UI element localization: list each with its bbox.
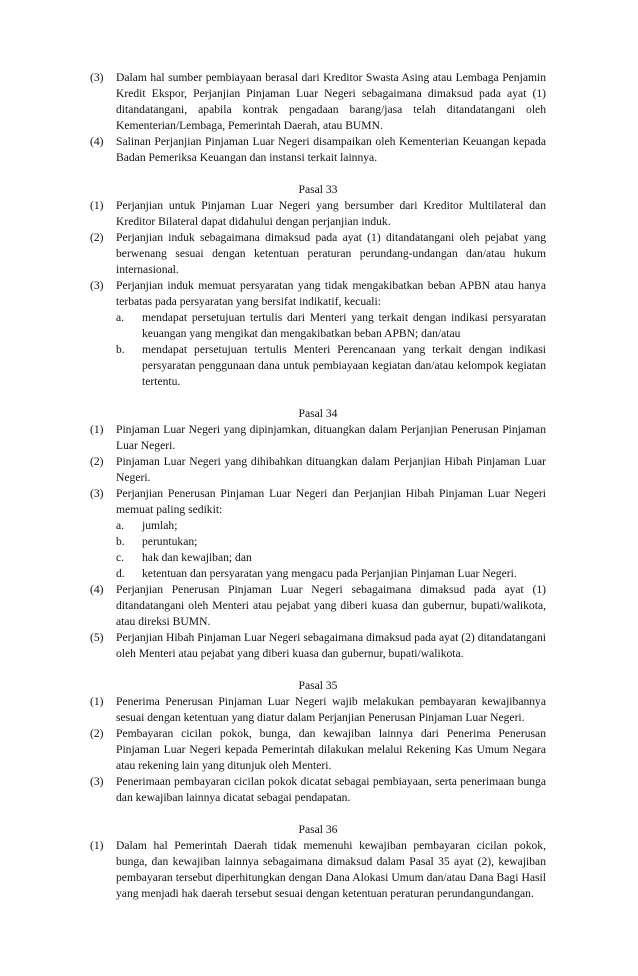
clause-number: (1) <box>90 199 104 212</box>
subclause-text: mendapat persetujuan tertulis Menteri Perencanaan yang terkait dengan indikasi persyaratan penggunaan dana untuk pembiayaan kegiatan dan/atau kelompok kegiatan tertentu. <box>142 343 546 388</box>
clause-number: (1) <box>90 695 104 708</box>
clause-number: (3) <box>90 487 104 500</box>
pasal-34-clause-4 <box>90 582 546 630</box>
clause-text: Pinjaman Luar Negeri yang dihibahkan dituangkan dalam Perjanjian Hibah Pinjaman Luar Negeri. <box>116 455 546 484</box>
subclause-b <box>116 342 546 390</box>
subclause-text: jumlah; <box>142 519 178 532</box>
subclause-letter: b. <box>116 343 125 356</box>
clause-text: Perjanjian Penerusan Pinjaman Luar Negeri dan Perjanjian Hibah Pinjaman Luar Negeri memuat paling sedikit: <box>116 487 546 516</box>
subclause-b <box>116 534 546 550</box>
pasal-34-clause-5 <box>90 630 546 662</box>
clause-number: (2) <box>90 231 104 244</box>
pasal-35-clause-2 <box>90 726 546 774</box>
clause-number: (5) <box>90 631 104 644</box>
clause-number: (2) <box>90 727 104 740</box>
pasal-34-clause-1 <box>90 422 546 454</box>
clause-text: Perjanjian untuk Pinjaman Luar Negeri yang bersumber dari Kreditor Multilateral dan Kreditor Bilateral dapat didahului dengan perjanjian induk. <box>116 199 546 228</box>
clause-text: Perjanjian induk memuat persyaratan yang tidak mengakibatkan beban APBN atau hanya terbatas pada persyaratan yang bersifat indikatif, kecuali: <box>116 279 546 308</box>
clause-text: Penerima Penerusan Pinjaman Luar Negeri wajib melakukan pembayaran kewajibannya sesuai dengan ketentuan yang diatur dalam Perjanjian Penerusan Pinjaman Luar Negeri. <box>116 695 546 724</box>
clause-3-continued <box>90 70 546 134</box>
subclause-a <box>116 518 546 534</box>
clause-text: Dalam hal sumber pembiayaan berasal dari Kreditor Swasta Asing atau Lembaga Penjamin Kredit Ekspor, Perjanjian Pinjaman Luar Negeri sebagaimana dimaksud pada ayat (1) ditandatangani, apabila kontrak pengadaan barang/jasa telah ditandatangani oleh Kementerian/Lembaga, Pemerintah Daerah, atau BUMN. <box>116 71 546 132</box>
pasal-35-clause-1 <box>90 694 546 726</box>
subclause-text: mendapat persetujuan tertulis dari Menteri yang terkait dengan indikasi persyaratan keuangan yang mengikat dan mengakibatkan beban APBN; dan/atau <box>142 311 546 340</box>
clause-number: (4) <box>90 135 104 148</box>
subclause-letter: a. <box>116 311 125 324</box>
pasal-35-heading: Pasal 35 <box>298 679 338 692</box>
clause-number: (3) <box>90 71 104 84</box>
subclause-c <box>116 550 546 566</box>
pasal-33-clause-3 <box>90 278 546 390</box>
pasal-34-clause-3 <box>90 486 546 582</box>
subclause-text: hak dan kewajiban; dan <box>142 551 252 564</box>
clause-number: (3) <box>90 775 104 788</box>
clause-text: Perjanjian induk sebagaimana dimaksud pada ayat (1) ditandatangani oleh pejabat yang berwenang sesuai dengan ketentuan peraturan perundang-undangan dan/atau hukum internasional. <box>116 231 546 276</box>
pasal-33-clause-1 <box>90 198 546 230</box>
clause-text: Penerimaan pembayaran cicilan pokok dicatat sebagai pembiayaan, serta penerimaan bunga dan kewajiban lainnya dicatat sebagai pendapatan. <box>116 775 546 804</box>
subclause-letter: d. <box>116 567 125 580</box>
subclause-text: peruntukan; <box>142 535 198 548</box>
clause-text: Pembayaran cicilan pokok, bunga, dan kewajiban lainnya dari Penerima Penerusan Pinjaman Luar Negeri kepada Pemerintah dilakukan melalui Rekening Kas Umum Negara atau rekening lain yang ditunjuk oleh Menteri. <box>116 727 546 772</box>
clause-number: (1) <box>90 839 104 852</box>
pasal-33-heading: Pasal 33 <box>298 183 338 196</box>
subclause-d <box>116 566 546 582</box>
clause-number: (1) <box>90 423 104 436</box>
clause-number: (3) <box>90 279 104 292</box>
pasal-36-heading: Pasal 36 <box>298 823 338 836</box>
pasal-36-clause-1 <box>90 838 546 902</box>
pasal-35-clause-3 <box>90 774 546 806</box>
clause-text: Pinjaman Luar Negeri yang dipinjamkan, dituangkan dalam Perjanjian Penerusan Pinjaman Luar Negeri. <box>116 423 546 452</box>
subclause-a <box>116 310 546 342</box>
clause-text: Perjanjian Penerusan Pinjaman Luar Negeri sebagaimana dimaksud pada ayat (1) ditandatangani oleh Menteri atau pejabat yang diberi kuasa dan gubernur, bupati/walikota, atau direksi BUMN. <box>116 583 546 628</box>
subclause-letter: b. <box>116 535 125 548</box>
subclause-text: ketentuan dan persyaratan yang mengacu pada Perjanjian Pinjaman Luar Negeri. <box>142 567 517 580</box>
pasal-34-clause-2 <box>90 454 546 486</box>
clause-text: Perjanjian Hibah Pinjaman Luar Negeri sebagaimana dimaksud pada ayat (2) ditandatangani oleh Menteri atau pejabat yang diberi kuasa dan gubernur, bupati/walikota. <box>116 631 546 660</box>
subclause-letter: a. <box>116 519 125 532</box>
subclause-letter: c. <box>116 551 125 564</box>
pasal-33-clause-2 <box>90 230 546 278</box>
clause-4-continued <box>90 134 546 166</box>
clause-number: (4) <box>90 583 104 596</box>
clause-text: Dalam hal Pemerintah Daerah tidak memenuhi kewajiban pembayaran cicilan pokok, bunga, dan kewajiban lainnya sebagaimana dimaksud dalam Pasal 35 ayat (2), kewajiban pembayaran tersebut diperhitungkan dengan Dana Alokasi Umum dan/atau Dana Bagi Hasil yang menjadi hak daerah tersebut sesuai dengan ketentuan peraturan perundangundangan. <box>116 839 546 900</box>
clause-text: Salinan Perjanjian Pinjaman Luar Negeri disampaikan oleh Kementerian Keuangan kepada Badan Pemeriksa Keuangan dan instansi terkait lainnya. <box>116 135 546 164</box>
clause-number: (2) <box>90 455 104 468</box>
pasal-34-heading: Pasal 34 <box>298 407 338 420</box>
